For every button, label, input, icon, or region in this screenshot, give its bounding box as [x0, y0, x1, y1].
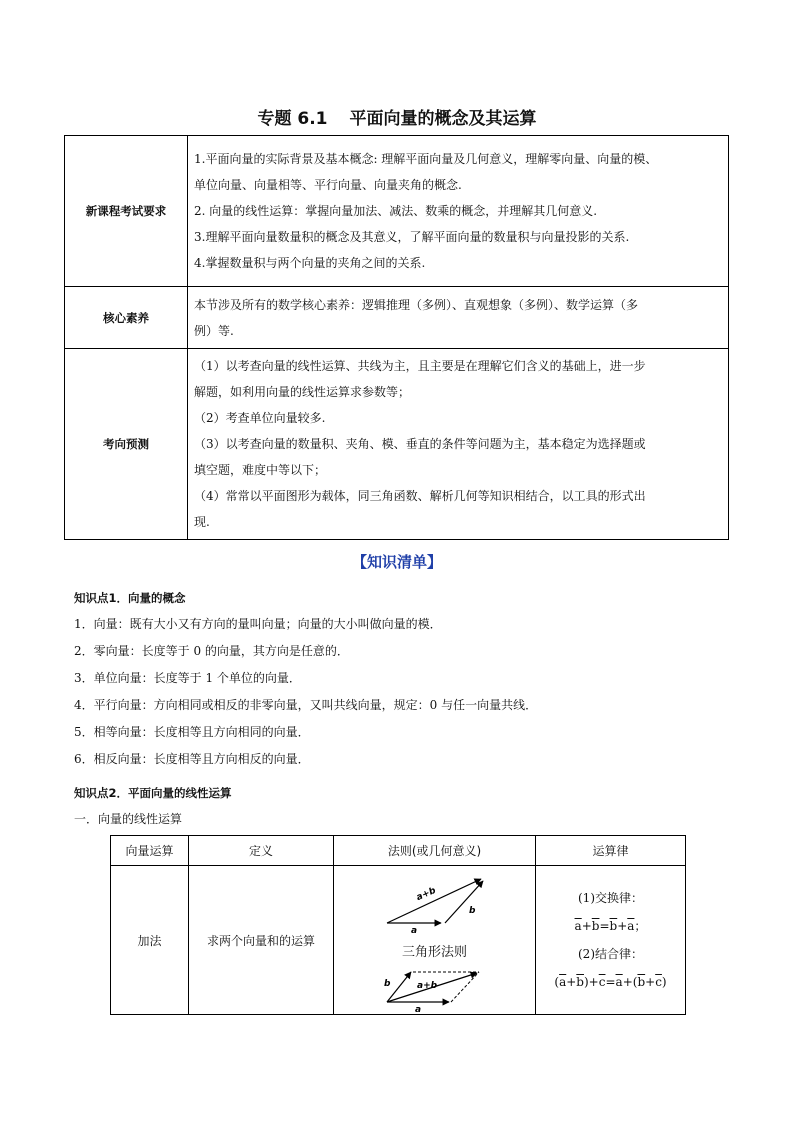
- label-b: b: [468, 905, 475, 916]
- page-title: [0, 104, 794, 129]
- text-line: 2. 向量的线性运算：掌握向量加法、减法、数乘的概念，并理解其几何意义.: [194, 204, 598, 218]
- text-line: 3.理解平面向量数量积的概念及其意义，了解平面向量的数量积与向量投影的关系.: [194, 230, 630, 244]
- vector-b: $\overline{b}$: [609, 919, 618, 933]
- text-line: 1.平面向量的实际背景及基本概念: 理解平面向量及几何意义，理解零向量、向量的模、: [194, 152, 658, 166]
- definition-cell: 求两个向量和的运算: [189, 866, 334, 1015]
- law-title: (1)交换律：: [578, 891, 643, 905]
- associative-law: $(\overline{a}+\overline{b})+\overline{c}=\overline{a}+(\overline{b}+\overline{c})$: [554, 975, 667, 989]
- commutative-law: $\overline{a}+\overline{b}=\overline{b}+\overline{a}$；: [574, 919, 647, 933]
- knowledge-point-1-title: 知识点1．向量的概念: [74, 591, 186, 605]
- laws-cell: [536, 866, 686, 1015]
- text-line: 例）等.: [194, 323, 234, 338]
- rule-caption: 三角形法则: [401, 944, 467, 960]
- parallelogram-rule-diagram: [375, 966, 495, 1015]
- list-item: 4．平行向量：方向相同或相反的非零向量，又叫共线向量，规定：0 与任一向量共线．: [74, 698, 538, 712]
- operations-table: [110, 835, 686, 1015]
- list-item: 3．单位向量：长度等于 1 个单位的向量．: [74, 671, 301, 685]
- knowledge-point-2-title: 知识点2．平面向量的线性运算: [74, 786, 232, 800]
- requirements-table: [64, 135, 729, 540]
- text-line: 现.: [194, 515, 210, 529]
- text-line: （4）常常以平面图形为载体，同三角函数、解析几何等知识相结合，以工具的形式出: [194, 489, 646, 503]
- list-item: 1．向量：既有大小又有方向的量叫向量；向量的大小叫做向量的模．: [74, 617, 442, 631]
- column-header: 法则(或几何意义): [334, 836, 536, 866]
- list-item: 5．相等向量：长度相等且方向相同的向量．: [74, 725, 310, 739]
- vector-b: $\overline{b}$: [591, 919, 600, 933]
- triangle-rule-diagram: [375, 873, 495, 935]
- row-heading: 新课程考试要求: [65, 136, 188, 287]
- law-title: (2)结合律：: [578, 947, 643, 961]
- list-item: 2．零向量：长度等于 0 的向量，其方向是任意的．: [74, 644, 349, 658]
- label-a: a: [410, 925, 417, 936]
- requirements-row: [65, 287, 729, 349]
- text-line: 4.掌握数量积与两个向量的夹角之间的关系.: [194, 256, 426, 270]
- text-line: （1）以考查向量的线性运算、共线为主，且主要是在理解它们含义的基础上，进一步: [194, 359, 646, 373]
- label-sum: a+b: [414, 885, 437, 903]
- row-content: [188, 136, 729, 287]
- vector-a: $\overline{a}$: [627, 919, 635, 933]
- text-line: （2）考查单位向量较多.: [194, 411, 326, 425]
- text-line: （3）以考查向量的数量积、夹角、模、垂直的条件等问题为主，基本稳定为选择题或: [194, 437, 646, 451]
- list-item: 6．相反向量：长度相等且方向相反的向量．: [74, 752, 310, 766]
- vector-a: $\overline{a}$: [615, 975, 623, 989]
- column-header: 定义: [189, 836, 334, 866]
- requirements-row: [65, 349, 729, 540]
- law-line: [537, 940, 684, 968]
- law-line: [537, 884, 684, 912]
- label-b: b: [383, 978, 390, 989]
- requirements-row: [65, 136, 729, 287]
- vector-c: $\overline{c}$: [598, 975, 606, 989]
- row-content: [188, 349, 729, 540]
- vector-a: $\overline{a}$: [559, 975, 567, 989]
- rule-cell: [334, 866, 536, 1015]
- subsection-title: 一．向量的线性运算: [74, 812, 183, 826]
- column-header: 运算律: [536, 836, 686, 866]
- vector-b: $\overline{b}$: [576, 975, 584, 989]
- row-heading: 考向预测: [65, 349, 188, 540]
- vector-c: $\overline{c}$: [655, 975, 662, 989]
- vector-a: $\overline{a}$: [574, 919, 582, 933]
- text-line: 填空题，难度中等以下；: [194, 463, 327, 477]
- vector-b: $\overline{b}$: [637, 975, 646, 989]
- label-sum: a+b: [416, 980, 437, 991]
- table-row: [111, 866, 686, 1015]
- label-a: a: [414, 1004, 421, 1015]
- operation-cell: 加法: [111, 866, 189, 1015]
- text-line: 解题，如利用向量的线性运算求参数等；: [194, 385, 411, 399]
- text-line: 单位向量、向量相等、平行向量、向量夹角的概念.: [194, 178, 462, 192]
- column-header: 向量运算: [111, 836, 189, 866]
- title-prefix: 专题 6.1: [257, 109, 328, 129]
- row-heading: 核心素养: [65, 287, 188, 349]
- title-main: 平面向量的概念及其运算: [349, 109, 537, 129]
- row-content: [188, 287, 729, 349]
- table-header-row: [111, 836, 686, 866]
- text-line: 本节涉及所有的数学核心素养：逻辑推理（多例）、直观想象（多例）、数学运算（多: [194, 297, 639, 312]
- section-heading: 【知识清单】: [351, 553, 442, 571]
